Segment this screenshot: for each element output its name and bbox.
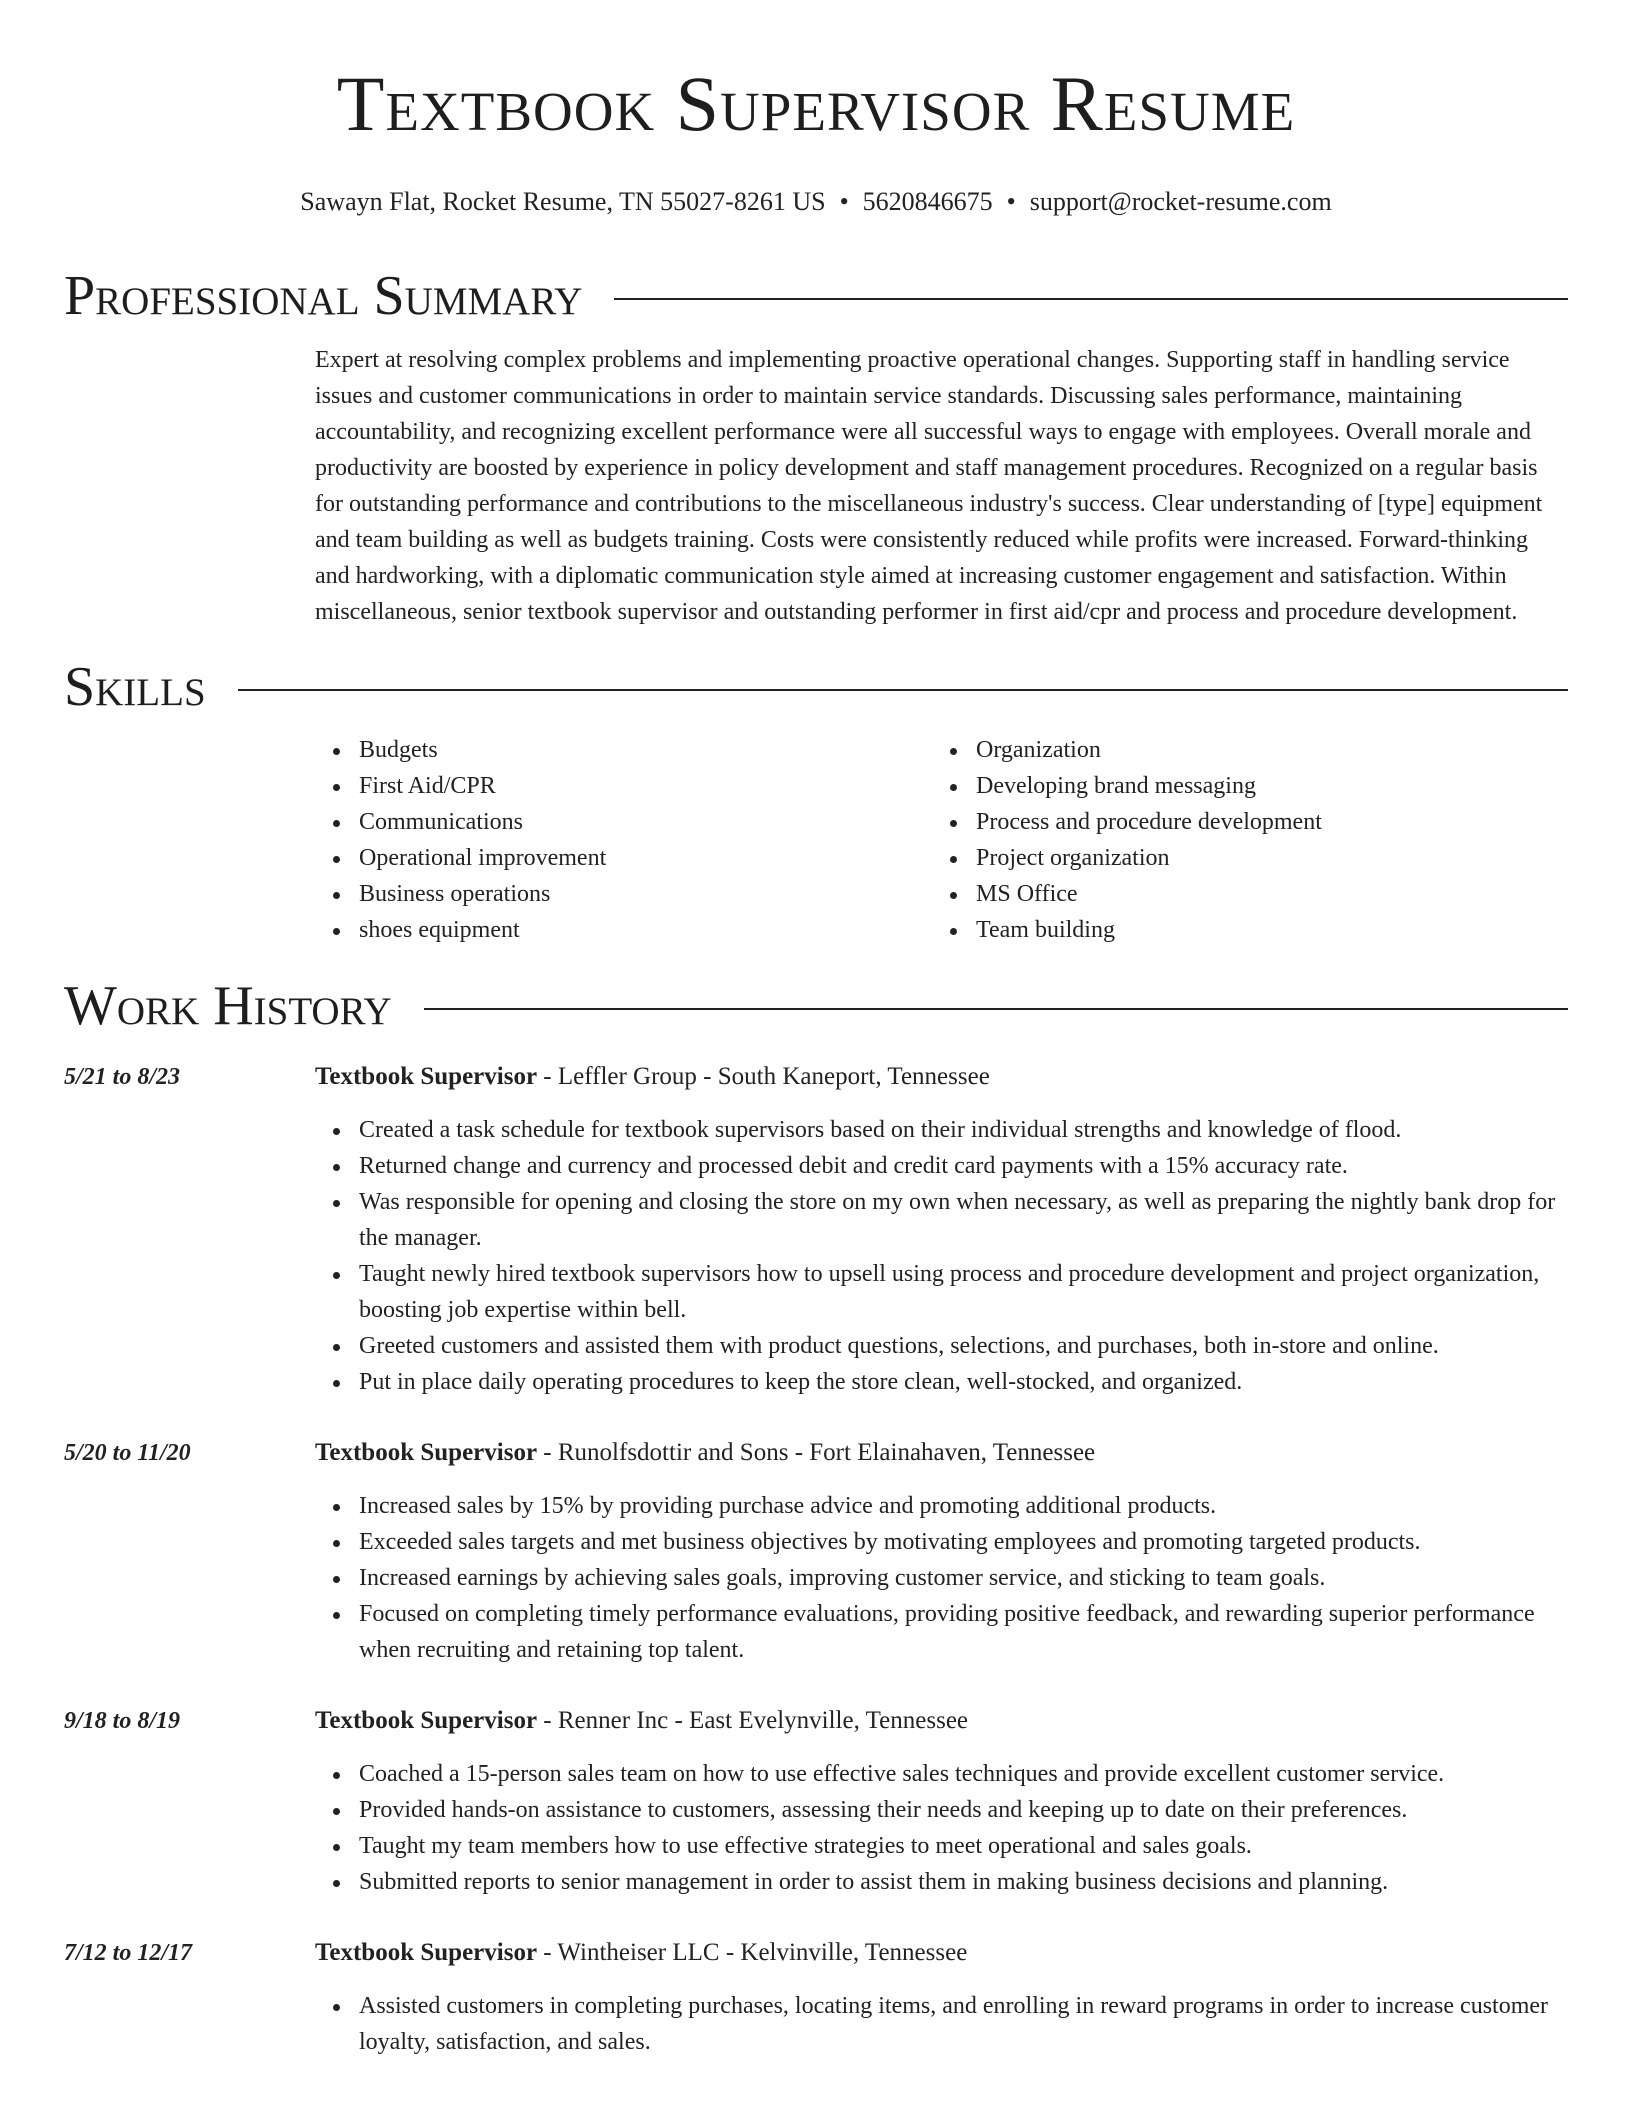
job-bullet: Coached a 15-person sales team on how to use effective sales techniques and provide excellent customer service. — [315, 1756, 1568, 1792]
job-dates: 5/20 to 11/20 — [64, 1440, 191, 1466]
job-body — [315, 1935, 1568, 2060]
job-bullet: Returned change and currency and processed debit and credit card payments with a 15% accuracy rate. — [315, 1148, 1568, 1184]
skill-item: Developing brand messaging — [932, 768, 1549, 804]
job-bullet: Focused on completing timely performance evaluations, providing positive feedback, and rewarding superior performance when recruiting and retaining top talent. — [315, 1596, 1568, 1668]
skill-item: Team building — [932, 912, 1549, 948]
job-dates: 7/12 to 12/17 — [64, 1940, 193, 1966]
job-bullet: Increased earnings by achieving sales goals, improving customer service, and sticking to team goals. — [315, 1560, 1568, 1596]
skills-heading: Skills — [64, 656, 206, 718]
job-title: Textbook Supervisor — [315, 1939, 538, 1966]
job-bullet: Provided hands-on assistance to customers, assessing their needs and keeping up to date on their preferences. — [315, 1792, 1568, 1828]
summary-section — [315, 342, 1568, 630]
job-bullet: Created a task schedule for textbook supervisors based on their individual strengths and knowledge of flood. — [315, 1112, 1568, 1148]
job-dates: 9/18 to 8/19 — [64, 1708, 181, 1734]
job-bullet: Submitted reports to senior management in order to assist them in making business decisions and planning. — [315, 1864, 1568, 1900]
summary-text: Expert at resolving complex problems and implementing proactive operational changes. Supporting staff in handling service issues and customer communications in order to maintain service standards. Discussing sales performance, maintaining accountability, and recognizing excellent performance were all successful ways to engage with employees. Overall morale and productivity are boosted by experience in policy development and staff management procedures. Recognized on a regular basis for outstanding performance and contributions to the miscellaneous industry's success. Clear understanding of [type] equipment and team building as well as budgets training. Costs were consistently reduced while profits were increased. Forward-thinking and hardworking, with a diplomatic communication style aimed at increasing customer engagement and satisfaction. Within miscellaneous, senior textbook supervisor and outstanding performer in first aid/cpr and process and procedure development. — [315, 347, 1543, 625]
skill-item: shoes equipment — [315, 912, 932, 948]
contact-email: support@rocket-resume.com — [1029, 187, 1332, 216]
job-company-location: - Runolfsdottir and Sons - Fort Elainahaven, Tennessee — [537, 1439, 1096, 1466]
job-bullet: Was responsible for opening and closing the store on my own when necessary, as well as preparing the nightly bank drop for the manager. — [315, 1184, 1568, 1256]
job-dates: 5/21 to 8/23 — [64, 1064, 181, 1090]
job-bullets — [315, 1988, 1568, 2060]
skill-item: Budgets — [315, 732, 932, 768]
job-entry — [64, 1935, 1568, 2060]
contact-phone: 5620846675 — [862, 187, 993, 216]
job-entry — [64, 1703, 1568, 1900]
job-bullet: Increased sales by 15% by providing purchase advice and promoting additional products. — [315, 1488, 1568, 1524]
skill-item: First Aid/CPR — [315, 768, 932, 804]
summary-section-header — [64, 263, 1568, 329]
job-company-location: - Renner Inc - East Evelynville, Tennessee — [537, 1707, 969, 1734]
job-bullet: Taught my team members how to use effective strategies to meet operational and sales goals. — [315, 1828, 1568, 1864]
contact-line — [64, 186, 1568, 218]
job-body — [315, 1059, 1568, 1400]
job-entry — [64, 1059, 1568, 1400]
skills-list — [315, 732, 1568, 948]
skills-section-header — [64, 654, 1568, 720]
job-entry — [64, 1435, 1568, 1668]
section-divider — [424, 1008, 1568, 1010]
skill-item: Operational improvement — [315, 840, 932, 876]
skill-item: MS Office — [932, 876, 1549, 912]
skills-column-right — [932, 732, 1549, 948]
section-divider — [238, 689, 1568, 691]
job-heading — [315, 1059, 1568, 1095]
contact-separator: • — [1006, 187, 1016, 216]
skill-item: Process and procedure development — [932, 804, 1549, 840]
job-bullet: Taught newly hired textbook supervisors how to upsell using process and procedure development and project organization, boosting job expertise within bell. — [315, 1256, 1568, 1328]
job-heading — [315, 1935, 1568, 1971]
summary-heading: Professional Summary — [64, 265, 583, 327]
job-company-location: - Leffler Group - South Kaneport, Tennessee — [537, 1063, 990, 1090]
job-company-location: - Wintheiser LLC - Kelvinville, Tennessee — [537, 1939, 968, 1966]
job-heading — [315, 1703, 1568, 1739]
job-body — [315, 1703, 1568, 1900]
work-section-header — [64, 973, 1568, 1039]
job-title: Textbook Supervisor — [315, 1707, 538, 1734]
job-body — [315, 1435, 1568, 1668]
work-heading: Work History — [64, 975, 392, 1037]
resume-page — [64, 0, 1568, 2060]
job-title: Textbook Supervisor — [315, 1439, 538, 1466]
job-bullet: Put in place daily operating procedures to keep the store clean, well-stocked, and organized. — [315, 1364, 1568, 1400]
job-bullet: Greeted customers and assisted them with product questions, selections, and purchases, both in-store and online. — [315, 1328, 1568, 1364]
skill-item: Organization — [932, 732, 1549, 768]
resume-title: Textbook Supervisor Resume — [336, 60, 1296, 147]
skill-item: Project organization — [932, 840, 1549, 876]
contact-address: Sawayn Flat, Rocket Resume, TN 55027-8261 US — [300, 187, 826, 216]
job-bullet: Assisted customers in completing purchases, locating items, and enrolling in reward programs in order to increase customer loyalty, satisfaction, and sales. — [315, 1988, 1568, 2060]
skills-column-left — [315, 732, 932, 948]
job-bullets — [315, 1112, 1568, 1400]
job-bullet: Exceeded sales targets and met business objectives by motivating employees and promoting targeted products. — [315, 1524, 1568, 1560]
job-heading — [315, 1435, 1568, 1471]
skill-item: Communications — [315, 804, 932, 840]
skill-item: Business operations — [315, 876, 932, 912]
contact-separator: • — [839, 187, 849, 216]
job-title: Textbook Supervisor — [315, 1063, 538, 1090]
job-bullets — [315, 1488, 1568, 1668]
section-divider — [614, 298, 1568, 300]
job-bullets — [315, 1756, 1568, 1900]
